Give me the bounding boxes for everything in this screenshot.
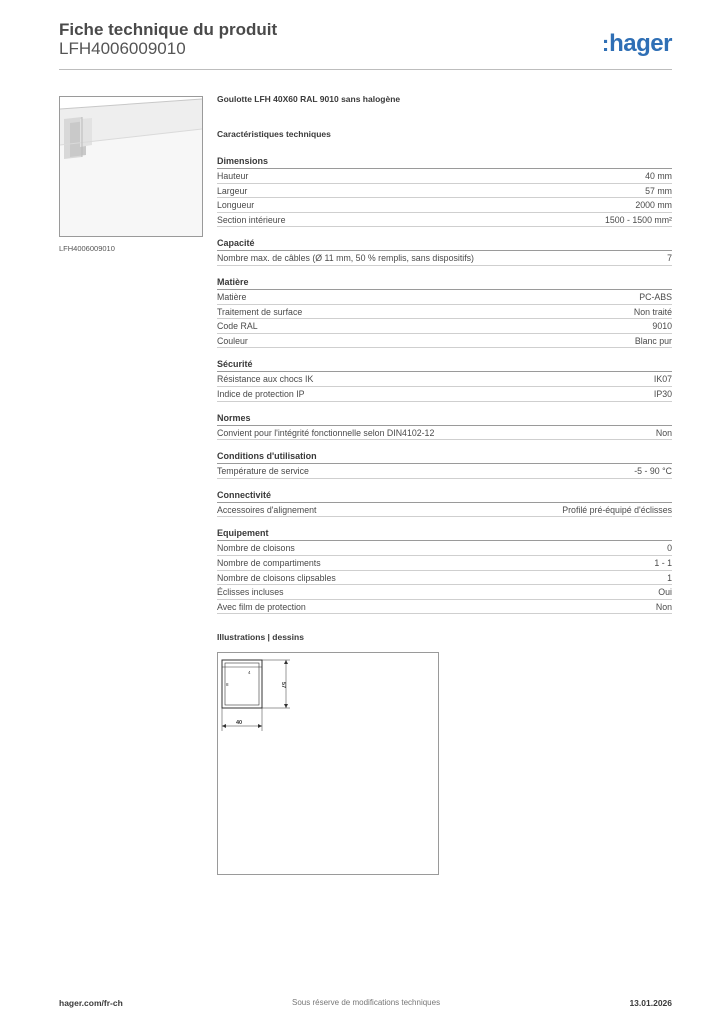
- illustrations-title: Illustrations | dessins: [217, 632, 304, 642]
- product-image: [59, 96, 203, 237]
- spec-value: Blanc pur: [634, 335, 672, 346]
- spec-value: -5 - 90 °C: [634, 466, 672, 477]
- spec-row: [217, 305, 672, 320]
- section-heading: Conditions d'utilisation: [217, 450, 672, 464]
- section-heading: Sécurité: [217, 358, 672, 372]
- spec-value: 0: [667, 543, 672, 554]
- dim-label-a: 4: [248, 670, 251, 675]
- image-caption: LFH4006009010: [59, 244, 115, 253]
- logo-text: hager: [609, 30, 672, 57]
- spec-value: 9010: [652, 321, 672, 332]
- logo-dots: :: [601, 31, 609, 56]
- spec-row: [217, 184, 672, 199]
- spec-label: Avec film de protection: [217, 601, 306, 612]
- characteristics-title: Caractéristiques techniques: [217, 129, 331, 139]
- spec-value: 40 mm: [645, 171, 672, 181]
- spec-label: Section intérieure: [217, 214, 286, 225]
- dim-width-label: 40: [236, 720, 243, 726]
- spec-value: 2000 mm: [635, 200, 672, 211]
- section-heading: Capacité: [217, 237, 672, 251]
- spec-section: [217, 155, 672, 227]
- product-name: Goulotte LFH 40X60 RAL 9010 sans halogène: [217, 94, 401, 104]
- spec-label: Indice de protection IP: [217, 388, 305, 399]
- section-heading: Equipement: [217, 527, 672, 541]
- spec-label: Nombre de cloisons: [217, 543, 295, 554]
- spec-label: Résistance aux chocs IK: [217, 374, 314, 385]
- spec-label: Longueur: [217, 200, 255, 211]
- spec-row: [217, 600, 672, 615]
- dim-height-label: 57: [280, 682, 286, 689]
- spec-section: [217, 489, 672, 518]
- spec-label: Éclisses incluses: [217, 587, 284, 598]
- spec-value: Profilé pré-équipé d'éclisses: [562, 504, 672, 515]
- spec-row: [217, 319, 672, 334]
- spec-label: Température de service: [217, 466, 309, 477]
- spec-label: Convient pour l'intégrité fonctionnelle selon DIN4102-12: [217, 427, 435, 438]
- spec-row: [217, 169, 672, 184]
- spec-row: [217, 571, 672, 586]
- spec-row: [217, 198, 672, 213]
- technical-drawing: [218, 653, 438, 874]
- spec-value: Non: [655, 427, 672, 438]
- spec-label: Largeur: [217, 185, 248, 196]
- spec-label: Nombre de compartiments: [217, 557, 321, 568]
- footer-website: hager.com/fr-ch: [59, 998, 123, 1008]
- spec-label: Hauteur: [217, 171, 249, 181]
- spec-row: [217, 556, 672, 571]
- spec-value: Non traité: [633, 306, 672, 317]
- cable-duct-image: [60, 97, 202, 236]
- spec-label: Matière: [217, 291, 247, 302]
- spec-section: [217, 450, 672, 479]
- section-heading: Matière: [217, 276, 672, 290]
- spec-row: [217, 426, 672, 441]
- spec-value: Non: [655, 601, 672, 612]
- spec-row: [217, 503, 672, 518]
- page-title: Fiche technique du produit: [59, 20, 278, 39]
- spec-label: Accessoires d'alignement: [217, 504, 317, 515]
- spec-section: [217, 237, 672, 266]
- spec-value: Oui: [658, 587, 672, 598]
- spec-value: 1: [667, 572, 672, 583]
- spec-section: [217, 412, 672, 441]
- spec-row: [217, 387, 672, 402]
- spec-value: 1 - 1: [654, 557, 672, 568]
- dim-label-b: 8: [226, 682, 229, 687]
- section-heading: Dimensions: [217, 155, 672, 169]
- spec-value: PC-ABS: [639, 291, 672, 302]
- header-divider: [59, 69, 672, 70]
- spec-row: [217, 372, 672, 387]
- spec-sections: [217, 155, 672, 614]
- spec-value: 1500 - 1500 mm²: [605, 214, 672, 225]
- section-heading: Connectivité: [217, 489, 672, 503]
- spec-label: Traitement de surface: [217, 306, 303, 317]
- spec-value: 57 mm: [645, 185, 672, 196]
- spec-row: [217, 213, 672, 228]
- section-heading: Normes: [217, 412, 672, 426]
- spec-label: Couleur: [217, 335, 248, 346]
- spec-label: Nombre de cloisons clipsables: [217, 572, 336, 583]
- spec-section: [217, 527, 672, 614]
- spec-row: [217, 585, 672, 600]
- spec-row: [217, 290, 672, 305]
- illustration-frame: [217, 652, 439, 875]
- spec-section: [217, 276, 672, 348]
- spec-panel: [217, 94, 672, 624]
- footer-date: 13.01.2026: [629, 998, 672, 1008]
- spec-row: [217, 334, 672, 349]
- spec-row: [217, 464, 672, 479]
- spec-label: Code RAL: [217, 321, 258, 332]
- spec-row: [217, 251, 672, 266]
- spec-label: Nombre max. de câbles (Ø 11 mm, 50 % remplis, sans dispositifs): [217, 253, 474, 264]
- footer-disclaimer: Sous réserve de modifications techniques: [292, 998, 441, 1007]
- spec-value: 7: [667, 253, 672, 264]
- spec-value: IP30: [653, 388, 672, 399]
- product-code-heading: LFH4006009010: [59, 39, 186, 58]
- spec-section: [217, 358, 672, 401]
- hager-logo: [602, 30, 672, 58]
- spec-value: IK07: [653, 374, 672, 385]
- spec-row: [217, 541, 672, 556]
